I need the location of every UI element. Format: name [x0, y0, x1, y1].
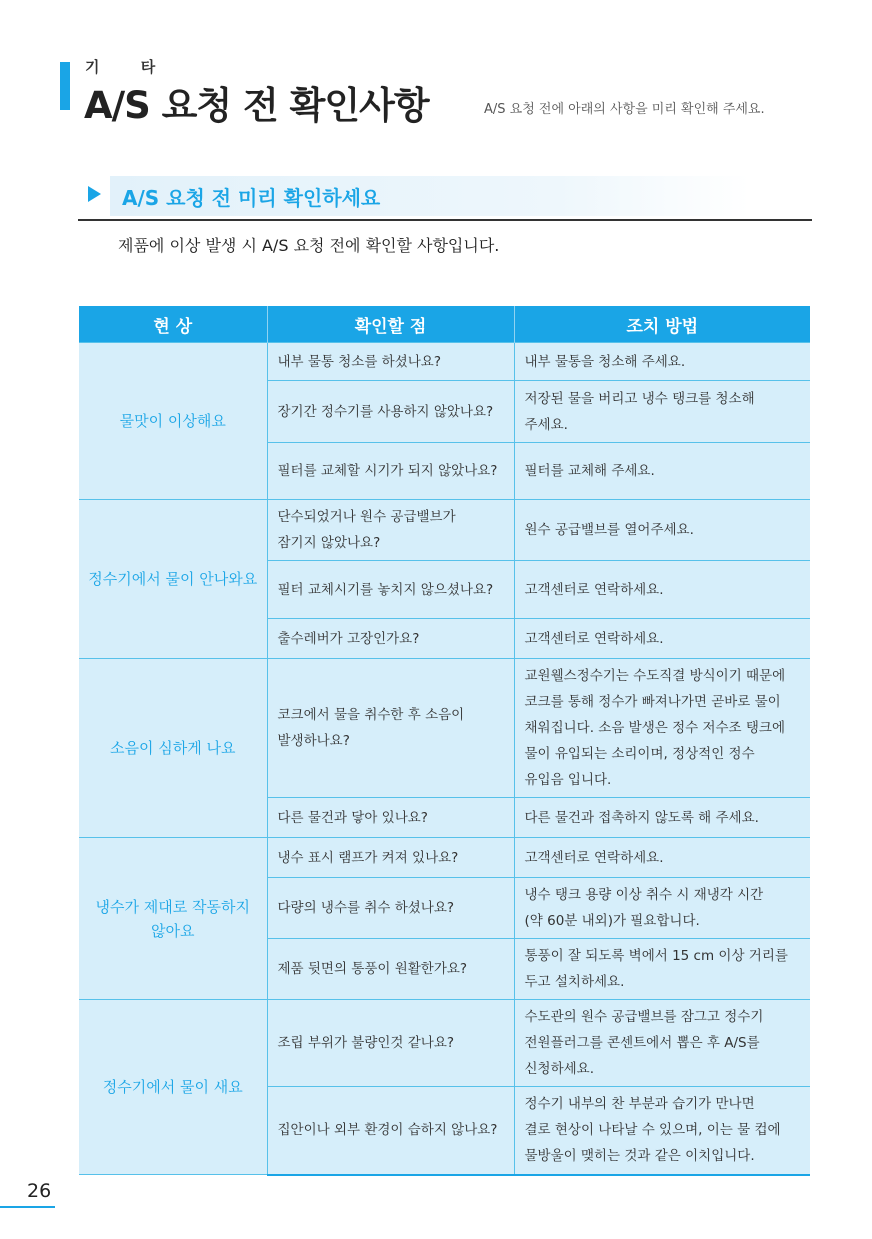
check-text: 출수레버가 고장인가요? — [277, 630, 420, 647]
action-text: 원수 공급밸브를 열어주세요. — [524, 522, 694, 538]
action-text: 냉수 탱크 용량 이상 취수 시 재냉각 시간 (약 60분 내외)가 필요합니다. — [524, 887, 764, 929]
section-title: A/S 요청 전 미리 확인하세요 — [122, 186, 381, 210]
action-text: 고객센터로 연락하세요. — [524, 630, 664, 647]
check-text: 장기간 정수기를 사용하지 않았나요? — [277, 403, 494, 420]
check-cell — [267, 1087, 514, 1175]
check-cell — [267, 659, 514, 798]
symptom-text: 정수기에서 물이 안나와요 — [88, 570, 258, 588]
check-text: 조립 부위가 불량인것 같나요? — [277, 1035, 455, 1051]
action-text: 교원웰스정수기는 수도직결 방식이기 때문에 코크를 통해 정수가 빠져나가면 곧바로 물이 채워집니다. 소음 발생은 정수 저수조 탱크에 물이 유입되는 소리이며, 정상적인 정수 유입음 입니다. — [524, 668, 786, 788]
symptom-text: 냉수가 제대로 작동하지 않아요 — [95, 897, 250, 940]
action-cell — [514, 939, 810, 1000]
table-row — [79, 343, 810, 381]
symptom-text: 물맛이 이상해요 — [119, 412, 226, 430]
action-text: 필터를 교체해 주세요. — [524, 463, 655, 479]
action-text: 수도관의 원수 공급밸브를 잠그고 정수기 전원플러그를 콘센트에서 뽑은 후 A/S를 신청하세요. — [524, 1009, 764, 1077]
header-symptom: 현 상 — [79, 306, 267, 343]
check-cell — [267, 878, 514, 939]
action-text: 고객센터로 연락하세요. — [524, 849, 664, 866]
page-title: A/S 요청 전 확인사항 — [84, 84, 429, 127]
action-cell — [514, 1087, 810, 1175]
table-header-row — [79, 306, 810, 343]
page-number: 26 — [27, 1180, 52, 1202]
check-text: 필터를 교체할 시기가 되지 않았나요? — [277, 463, 498, 479]
check-cell — [267, 939, 514, 1000]
symptom-cell — [79, 659, 267, 838]
action-cell — [514, 878, 810, 939]
header-action: 조치 방법 — [514, 306, 810, 343]
triangle-arrow-icon — [88, 186, 101, 202]
table-row — [79, 1000, 810, 1087]
table-row — [79, 659, 810, 798]
page-number-underline — [0, 1206, 55, 1208]
title-accent-bar — [60, 62, 70, 110]
category-label: 기 타 — [85, 58, 174, 76]
header-check: 확인할 점 — [267, 306, 514, 343]
action-text: 통풍이 잘 되도록 벽에서 15 cm 이상 거리를 두고 설치하세요. — [524, 948, 788, 990]
action-text: 정수기 내부의 찬 부분과 습기가 만나면 결로 현상이 나타날 수 있으며, 이는 물 컵에 물방울이 맺히는 것과 같은 이치입니다. — [524, 1096, 781, 1165]
action-cell — [514, 1000, 810, 1087]
symptom-text: 정수기에서 물이 새요 — [102, 1078, 243, 1096]
symptom-text: 소음이 심하게 나요 — [110, 739, 236, 757]
action-cell — [514, 619, 810, 659]
check-cell — [267, 343, 514, 381]
check-cell — [267, 1000, 514, 1087]
check-cell — [267, 798, 514, 838]
symptom-cell — [79, 1000, 267, 1175]
check-cell — [267, 619, 514, 659]
action-text: 저장된 물을 버리고 냉수 탱크를 청소해 주세요. — [524, 390, 755, 433]
check-text: 제품 뒷면의 통풍이 원활한가요? — [277, 961, 468, 977]
check-cell — [267, 443, 514, 500]
check-text: 다른 물건과 닿아 있나요? — [277, 809, 428, 826]
action-text: 내부 물통을 청소해 주세요. — [524, 353, 686, 370]
section-divider — [78, 219, 812, 221]
page-subtitle: A/S 요청 전에 아래의 사항을 미리 확인해 주세요. — [484, 102, 765, 117]
action-cell — [514, 838, 810, 878]
check-text: 코크에서 물을 취수한 후 소음이 발생하나요? — [277, 707, 465, 749]
check-text: 필터 교체시기를 놓치지 않으셨나요? — [277, 581, 494, 598]
troubleshooting-table — [79, 306, 810, 1176]
check-text: 단수되었거나 원수 공급밸브가 잠기지 않았나요? — [277, 509, 456, 551]
symptom-cell — [79, 500, 267, 659]
action-cell — [514, 381, 810, 443]
check-cell — [267, 838, 514, 878]
action-cell — [514, 798, 810, 838]
action-cell — [514, 343, 810, 381]
action-cell — [514, 561, 810, 619]
check-text: 다량의 냉수를 취수 하셨나요? — [277, 900, 455, 916]
table-row — [79, 838, 810, 878]
action-text: 다른 물건과 접촉하지 않도록 해 주세요. — [524, 809, 759, 826]
action-text: 고객센터로 연락하세요. — [524, 581, 664, 598]
section-intro: 제품에 이상 발생 시 A/S 요청 전에 확인할 사항입니다. — [118, 236, 500, 255]
check-cell — [267, 381, 514, 443]
check-cell — [267, 561, 514, 619]
action-cell — [514, 500, 810, 561]
symptom-cell — [79, 838, 267, 1000]
action-cell — [514, 659, 810, 798]
check-text: 내부 물통 청소를 하셨나요? — [277, 353, 441, 370]
check-text: 집안이나 외부 환경이 습하지 않나요? — [277, 1122, 498, 1139]
action-cell — [514, 443, 810, 500]
table-row — [79, 500, 810, 561]
check-cell — [267, 500, 514, 561]
symptom-cell — [79, 343, 267, 500]
check-text: 냉수 표시 램프가 켜져 있나요? — [277, 849, 459, 866]
